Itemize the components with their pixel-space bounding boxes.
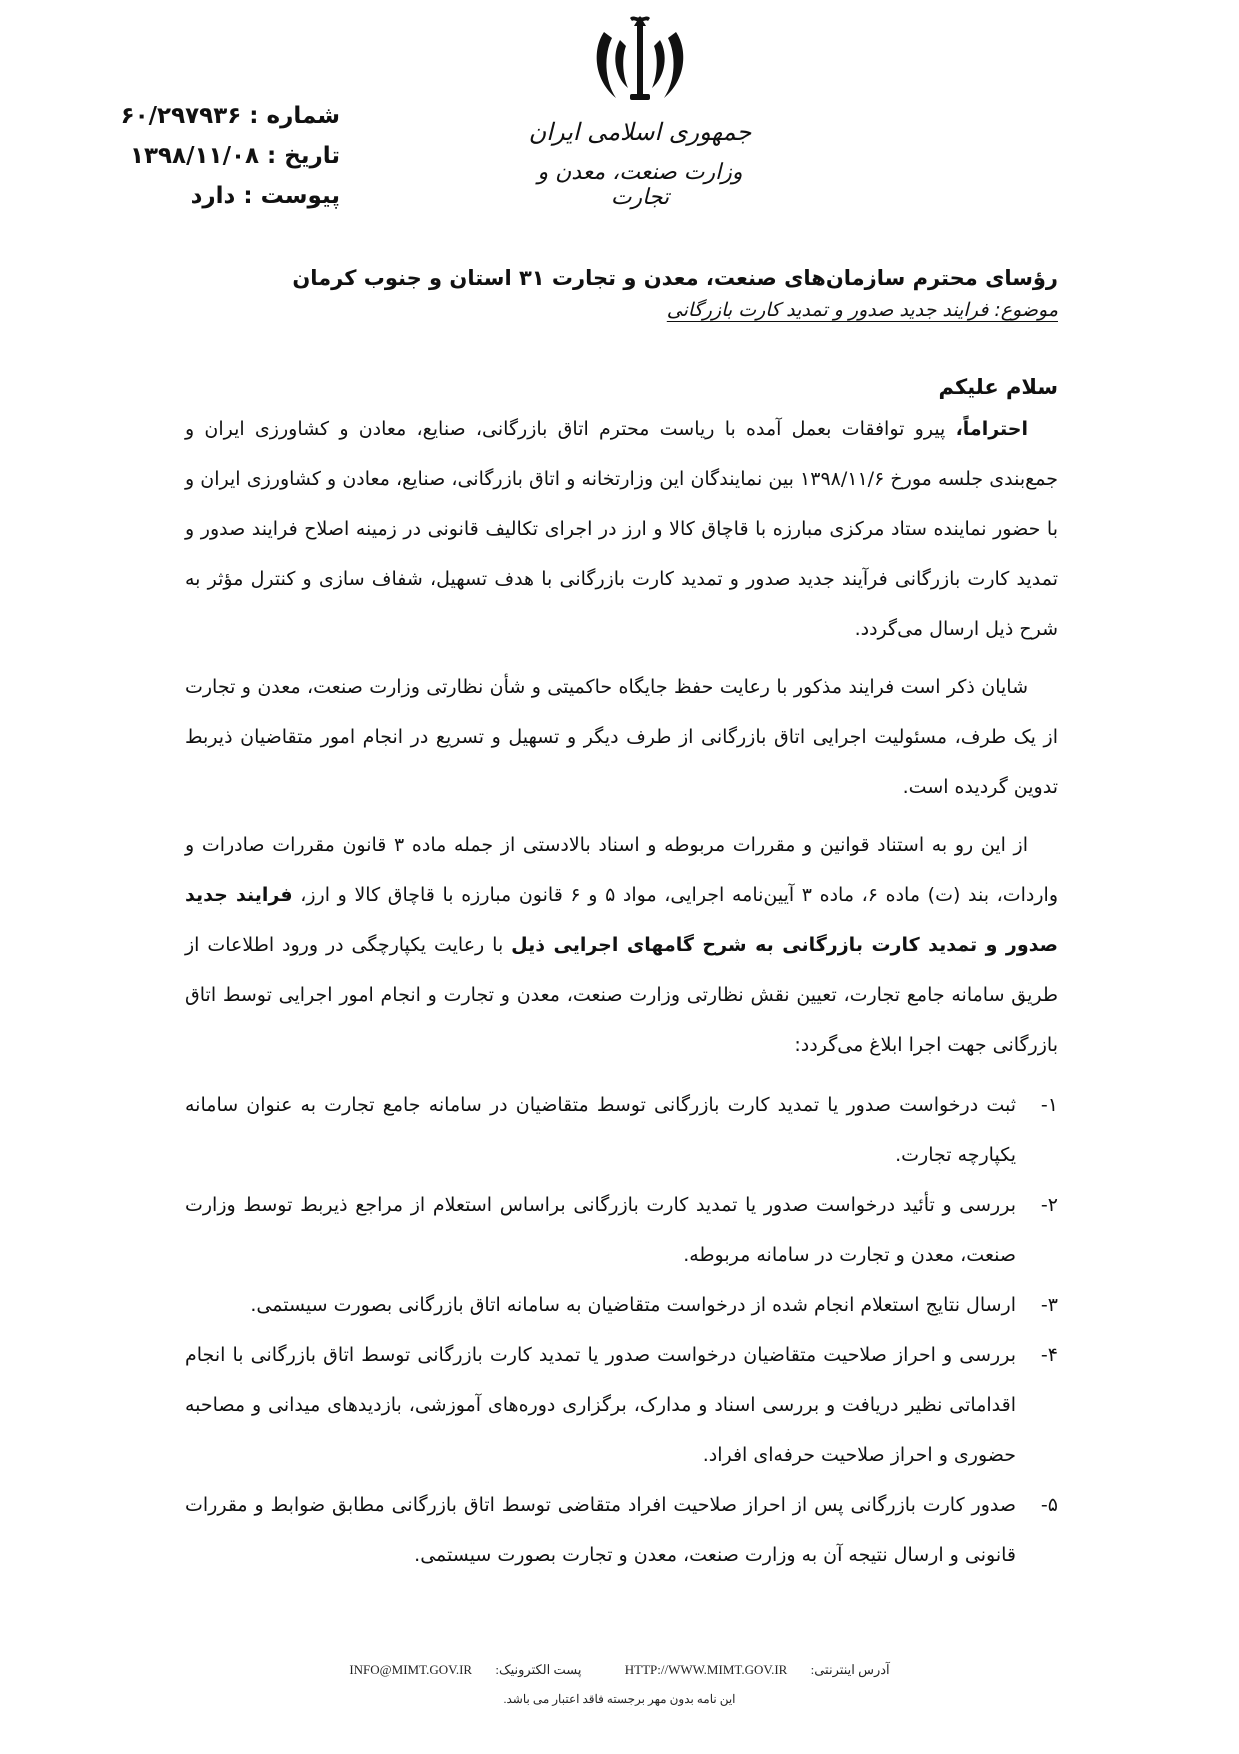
footer-website-label: آدرس اینترنتی: — [810, 1662, 890, 1677]
footer-website — [615, 1662, 900, 1677]
footer-email-value: INFO@MIMT.GOV.IR — [349, 1662, 473, 1677]
letter-number-label: شماره : — [249, 103, 340, 129]
list-item-text: بررسی و احراز صلاحیت متقاضیان درخواست صدور یا تمدید کارت بازرگانی توسط اتاق بازرگانی با انجام اقداماتی نظیر دریافت و بررسی اسناد و مدارک، برگزاری دوره‌های آموزشی، بازدیدهای میدانی و مصاحبه حضوری و احراز صلاحیت حرفه‌ای افراد. — [185, 1344, 1016, 1466]
list-item-text: صدور کارت بازرگانی پس از احراز صلاحیت افراد متقاضی توسط اتاق بازرگانی مطابق ضوابط و مقررات قانونی و ارسال نتیجه آن به وزارت صنعت، معدن و تجارت بصورت سیستمی. — [185, 1494, 1016, 1566]
paragraph-2: شایان ذکر است فرایند مذکور با رعایت حفظ جایگاه حاکمیتی و شأن نظارتی وزارت صنعت، معدن و تجارت از یک طرف، مسئولیت اجرایی اتاق بازرگانی از طرف دیگر و تسهیل و تسریع در انجام امور متقاضیان ذیربط تدوین گردیده است. — [185, 676, 1058, 798]
footer-email-label: پست الکترونیک: — [495, 1662, 582, 1677]
paragraph-3-bold: فرایند جدید صدور و تمدید کارت بازرگانی به شرح گامهای اجرایی ذیل — [185, 884, 1058, 956]
list-item-text: ثبت درخواست صدور یا تمدید کارت بازرگانی توسط متقاضیان در سامانه جامع تجارت به عنوان سامانه یکپارچه تجارت. — [185, 1094, 1016, 1166]
letter-attachment-value: دارد — [190, 183, 236, 209]
footer-contact — [0, 1662, 1239, 1684]
paragraph-3-after: با رعایت یکپارچگی در ورود اطلاعات از طریق سامانه جامع تجارت، تعیین نقش نظارتی وزارت صنعت، معدن و تجارت و انجام امور اجرایی توسط اتاق بازرگانی جهت اجرا ابلاغ می‌گردد: — [185, 934, 1058, 1056]
list-item-text: ارسال نتایج استعلام انجام شده از درخواست متقاضیان به سامانه اتاق بازرگانی بصورت سیستمی. — [250, 1294, 1016, 1316]
paragraph-3 — [185, 820, 1058, 1070]
letterhead — [515, 14, 765, 210]
footer-email — [339, 1662, 591, 1677]
list-item-number: ۱- — [1040, 1094, 1058, 1116]
paragraph-1-lead: احتراماً، — [955, 418, 1028, 440]
paragraph-1 — [185, 404, 1058, 654]
footer-note: این نامه بدون مهر برجسته فاقد اعتبار می باشد. — [503, 1692, 736, 1706]
letter-number-value: ۶۰/۲۹۷۹۳۶ — [120, 103, 242, 129]
iran-emblem-icon — [590, 14, 690, 110]
list-item — [185, 1080, 1058, 1180]
paragraph-3-before: از این رو به استناد قوانین و مقررات مربوطه و اسناد بالادستی از جمله ماده ۳ قانون مقررات صادرات و واردات، بند (ت) ماده ۶، ماده ۳ آیین‌نامه اجرایی، مواد ۵ و ۶ قانون مبارزه با قاچاق کالا و ارز، — [185, 834, 1059, 906]
letter-body — [185, 262, 1058, 1580]
ministry-title: وزارت صنعت، معدن و تجارت — [537, 160, 743, 210]
list-item-text: بررسی و تأئید درخواست صدور یا تمدید کارت بازرگانی براساس استعلام از مراجع ذیربط توسط وزارت صنعت، معدن و تجارت در سامانه مربوطه. — [185, 1194, 1016, 1266]
subject-line: موضوع: فرایند جدید صدور و تمدید کارت بازرگانی — [666, 299, 1058, 321]
list-item-number: ۳- — [1040, 1294, 1058, 1316]
letter-attachment — [120, 176, 340, 216]
footer-website-value: HTTP://WWW.MIMT.GOV.IR — [624, 1662, 788, 1677]
republic-title: جمهوری اسلامی ایران — [528, 118, 752, 146]
paragraph-1-text: پیرو توافقات بعمل آمده با ریاست محترم اتاق بازرگانی، صنایع، معادن و کشاورزی ایران و جمع‌بندی جلسه مورخ ۱۳۹۸/۱۱/۶ بین نمایندگان این وزارتخانه و اتاق بازرگانی، صنایع، معادن و کشاورزی ایران و با حضور نماینده ستاد مرکزی مبارزه با قاچاق کالا و ارز در اجرای تکالیف قانونی در زمینه اصلاح فرایند صدور و تمدید کارت بازرگانی فرآیند جدید صدور و تمدید کارت بازرگانی با هدف تسهیل، شفاف سازی و کنترل مؤثر به شرح ذیل ارسال می‌گردد. — [185, 418, 1058, 640]
list-item-number: ۵- — [1040, 1494, 1058, 1516]
steps-list — [185, 1080, 1058, 1580]
recipient: رؤسای محترم سازمان‌های صنعت، معدن و تجارت ۳۱ استان و جنوب کرمان — [292, 266, 1058, 290]
letter-date — [120, 136, 340, 176]
letter-date-label: تاریخ : — [267, 143, 340, 169]
list-item — [185, 1180, 1058, 1280]
list-item — [185, 1280, 1058, 1330]
list-item-number: ۲- — [1040, 1194, 1058, 1216]
letter-footer — [0, 1662, 1239, 1707]
letter-number — [120, 96, 340, 136]
letter-attachment-label: پیوست : — [243, 183, 340, 209]
list-item — [185, 1480, 1058, 1580]
letter-meta — [120, 96, 340, 216]
salutation: سلام علیکم — [938, 375, 1058, 399]
list-item — [185, 1330, 1058, 1480]
letter-date-value: ۱۳۹۸/۱۱/۰۸ — [129, 143, 260, 169]
list-item-number: ۴- — [1040, 1344, 1058, 1366]
